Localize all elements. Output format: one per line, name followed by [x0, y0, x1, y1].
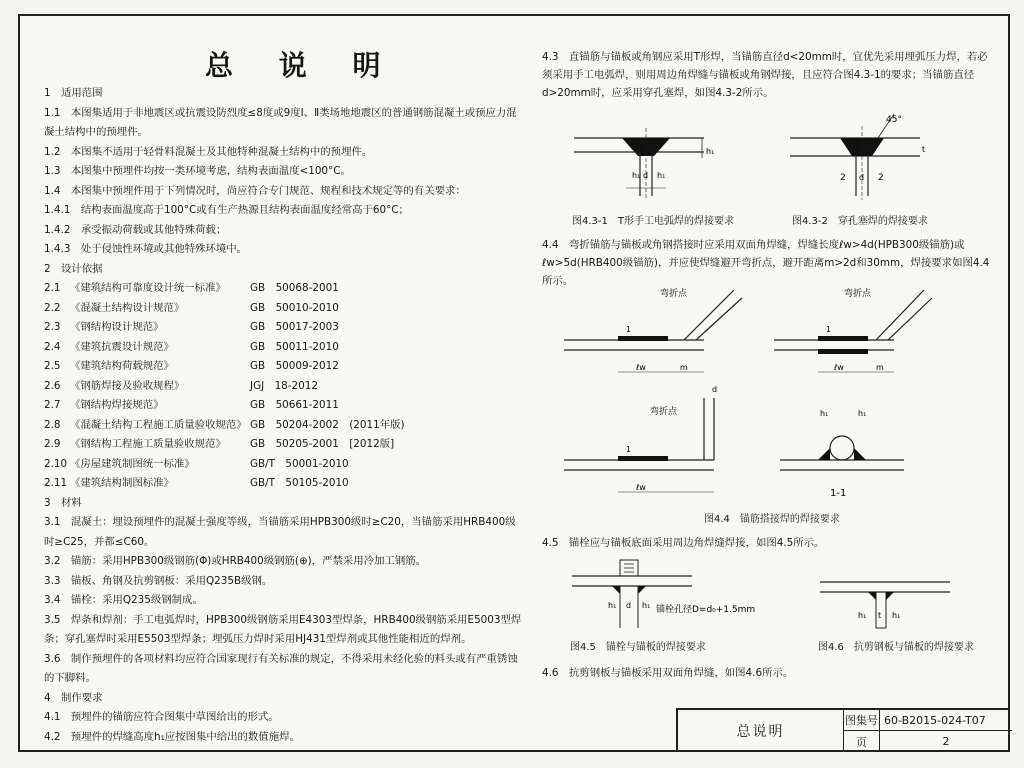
reference-title: 《房屋建筑制图统一标准》	[70, 457, 195, 470]
paragraph: 3.1 混凝土：埋设预埋件的混凝土强度等级，当锚筋采用HPB300级时≥C20，当锚筋采用HRB400级时≥C25，并都≤C60。	[44, 516, 516, 548]
reference-item	[44, 474, 526, 494]
figure-caption: 图4.4 锚筋搭接焊的焊接要求	[704, 514, 840, 525]
paragraph-4-4: 4.4 弯折锚筋与锚板或角钢搭接时应采用双面角焊缝，焊缝长度ℓw>4d(HPB300级锚筋)或ℓw>5d(HRB400级锚筋)，并应使焊缝避开弯折点，避开距离m>2d和30mm，焊接要求如图4.4所示。	[542, 239, 990, 287]
page-number: 2	[942, 735, 950, 748]
reference-item	[44, 279, 526, 299]
reference-title: 《钢结构工程施工质量验收规范》	[70, 438, 226, 450]
reference-number: 2.6	[44, 379, 61, 392]
drawing-name: 总说明	[678, 710, 844, 752]
reference-code: GB 50011-2010	[250, 340, 339, 353]
paragraph: 4.2 预埋件的焊缝高度h₁应按图集中给出的数值施焊。	[44, 730, 300, 743]
atlas-number-label: 图集号	[844, 710, 880, 731]
reference-item	[44, 299, 526, 319]
paragraph-4-5: 4.5 锚栓应与锚板底面采用周边角焊缝焊接，如图4.5所示。	[542, 537, 825, 549]
reference-title: 《钢结构设计规范》	[70, 321, 164, 333]
reference-item	[44, 416, 526, 436]
figure-caption: 图4.5 锚栓与锚板的焊接要求	[570, 642, 706, 653]
label-m: m	[876, 363, 884, 372]
paragraph: 1.4.2 承受振动荷载或其他特殊荷载；	[44, 223, 227, 236]
figure-caption: 图4.3-1 T形手工电弧焊的焊接要求	[572, 216, 734, 227]
page-title: 总 说 明	[205, 49, 399, 82]
label-d: d	[626, 601, 632, 610]
label-h1: h₁	[858, 409, 867, 418]
paragraph: 1.3 本图集中预埋件均按一类环境考虑，结构表面温度<100°C。	[44, 165, 351, 177]
figure-caption: 图4.6 抗剪钢板与锚板的焊接要求	[818, 642, 974, 653]
page-label: 页	[844, 731, 880, 752]
paragraph: 1.1 本图集适用于非地震区或抗震设防烈度≤8度或9度Ⅰ、Ⅱ类场地地震区的普通钢筋混凝土或预应力混凝土结构中的预埋件。	[44, 106, 517, 138]
label-lw: ℓw	[834, 363, 844, 372]
label-1: 1	[626, 445, 632, 454]
reference-code: GB 50068-2001	[250, 282, 339, 294]
reference-number: 2.11	[44, 477, 68, 489]
reference-number: 2.3	[44, 321, 61, 333]
reference-number: 2.7	[44, 399, 61, 411]
label-h1: h₁	[642, 601, 651, 610]
reference-code: GB 50205-2001 [2012版]	[250, 438, 395, 450]
reference-number: 2.5	[44, 360, 61, 372]
reference-title: 《混凝土结构工程施工质量验收规范》	[70, 418, 247, 431]
paragraph-4-3: 4.3 直锚筋与锚板或角钢应采用T形焊，当锚筋直径d<20mm时，宜优先采用埋弧压力焊，若必须采用手工电弧焊，则用周边角焊缝与锚板或角钢焊接，且应符合图4.3-1的要求；当锚筋直径d>20mm时，应采用穿孔塞焊，如图4.3-2所示。	[542, 51, 988, 99]
left-column	[44, 84, 526, 747]
paragraph: 3.4 锚栓：采用Q235级钢制成。	[44, 594, 203, 606]
section-heading: 3 材料	[44, 496, 82, 509]
reference-number: 2.1	[44, 282, 61, 294]
reference-code: GB/T 50001-2010	[250, 457, 349, 470]
label-2: 2	[840, 173, 846, 183]
label-h1: h₁	[892, 611, 901, 620]
label-d: d	[712, 385, 718, 394]
figure-4-3-1	[574, 108, 734, 208]
label-h1: h₁	[858, 611, 867, 620]
figure-4-4	[564, 276, 994, 516]
section-label-1-1: 1-1	[830, 488, 847, 499]
reference-item	[44, 396, 526, 416]
reference-code: GB 50017-2003	[250, 321, 339, 333]
paragraph: 1.4.3 处于侵蚀性环境或其他特殊环境中。	[44, 243, 248, 255]
reference-number: 2.9	[44, 438, 61, 450]
label-bolt-hole-diameter: 锚栓孔径D=d₀+1.5mm	[656, 605, 756, 615]
reference-title: 《建筑结构荷载规范》	[70, 360, 174, 372]
label-bend-point: 弯折点	[660, 289, 688, 299]
reference-title: 《钢结构焊接规范》	[70, 399, 164, 411]
figure-4-5	[572, 556, 772, 636]
reference-number: 2.10	[44, 457, 68, 470]
paragraph: 1.2 本图集不适用于轻骨料混凝土及其他特种混凝土结构中的预埋件。	[44, 145, 373, 158]
paragraph: 3.6 制作预埋件的各项材料均应符合国家现行有关标准的规定，不得采用未经化验的料头或有严重锈蚀的下脚料。	[44, 652, 518, 684]
reference-code: GB 50009-2012	[250, 360, 339, 372]
reference-item	[44, 455, 526, 475]
paragraph: 3.5 焊条和焊剂：手工电弧焊时，HPB300级钢筋采用E4303型焊条，HRB400级钢筋采用E5003型焊条；穿孔塞焊时采用E5503型焊条；埋弧压力焊时采用HJ431型焊剂或其他性能相近的焊剂。	[44, 613, 522, 645]
reference-title: 《混凝土结构设计规范》	[70, 301, 185, 314]
reference-number: 2.2	[44, 301, 61, 314]
reference-code: GB 50010-2010	[250, 301, 339, 314]
reference-title: 《建筑结构可靠度设计统一标准》	[70, 282, 226, 294]
label-m: m	[680, 363, 688, 372]
label-d: d	[643, 171, 649, 180]
reference-list	[44, 279, 526, 494]
label-bend-point: 弯折点	[844, 289, 872, 299]
label-t: t	[922, 145, 926, 154]
label-1: 1	[626, 325, 632, 334]
reference-code: GB 50661-2011	[250, 399, 339, 411]
reference-code: JGJ 18-2012	[250, 379, 318, 392]
label-d: d	[859, 173, 865, 182]
label-h1: h₁	[820, 409, 829, 418]
reference-title: 《建筑结构制图标准》	[70, 477, 174, 489]
label-bend-point: 弯折点	[650, 407, 678, 417]
figure-4-3-2	[790, 108, 950, 208]
paragraph: 1.4 本图集中预埋件用于下列情况时，尚应符合专门规范、规程和技术规定等的有关要求：	[44, 184, 466, 197]
paragraph: 3.2 锚筋：采用HPB300级钢筋(Φ)或HRB400级钢筋(⊕)，严禁采用冷加工钢筋。	[44, 555, 427, 567]
title-block	[676, 708, 1010, 752]
reference-item	[44, 435, 526, 455]
paragraph-4-6: 4.6 抗剪钢板与锚板采用双面角焊缝，如图4.6所示。	[542, 667, 794, 679]
figure-4-6	[820, 566, 970, 636]
section-heading: 4 制作要求	[44, 691, 103, 704]
reference-item	[44, 318, 526, 338]
figure-caption: 图4.3-2 穿孔塞焊的焊接要求	[792, 216, 928, 227]
reference-item	[44, 357, 526, 377]
reference-item	[44, 377, 526, 397]
label-h1: h₁	[608, 601, 617, 610]
reference-title: 《建筑抗震设计规范》	[70, 340, 174, 353]
atlas-number: 60-B2015-024-T07	[880, 710, 1012, 731]
label-lw: ℓw	[636, 483, 646, 492]
reference-code: GB 50204-2002 (2011年版)	[250, 418, 405, 431]
label-1: 1	[826, 325, 832, 334]
label-45-degrees: 45°	[886, 115, 902, 125]
label-h1: h₁	[706, 147, 715, 156]
paragraph: 4.1 预埋件的锚筋应符合图集中草图给出的形式。	[44, 711, 279, 723]
reference-code: GB/T 50105-2010	[250, 477, 349, 489]
label-h1: h₁	[657, 171, 666, 180]
label-h1: h₁	[632, 171, 641, 180]
label-lw: ℓw	[636, 363, 646, 372]
reference-item	[44, 338, 526, 358]
paragraph: 1.4.1 结构表面温度高于100°C或有生产热源且结构表面温度经常高于60°C；	[44, 204, 409, 216]
reference-title: 《钢筋焊接及验收规程》	[70, 379, 185, 392]
label-2: 2	[878, 173, 884, 183]
label-t: t	[878, 611, 882, 620]
paragraph: 3.3 锚板、角钢及抗剪钢板：采用Q235B级钢。	[44, 574, 273, 587]
section-heading: 1 适用范围	[44, 87, 103, 99]
section-heading: 2 设计依据	[44, 262, 103, 275]
reference-number: 2.8	[44, 418, 61, 431]
reference-number: 2.4	[44, 340, 61, 353]
